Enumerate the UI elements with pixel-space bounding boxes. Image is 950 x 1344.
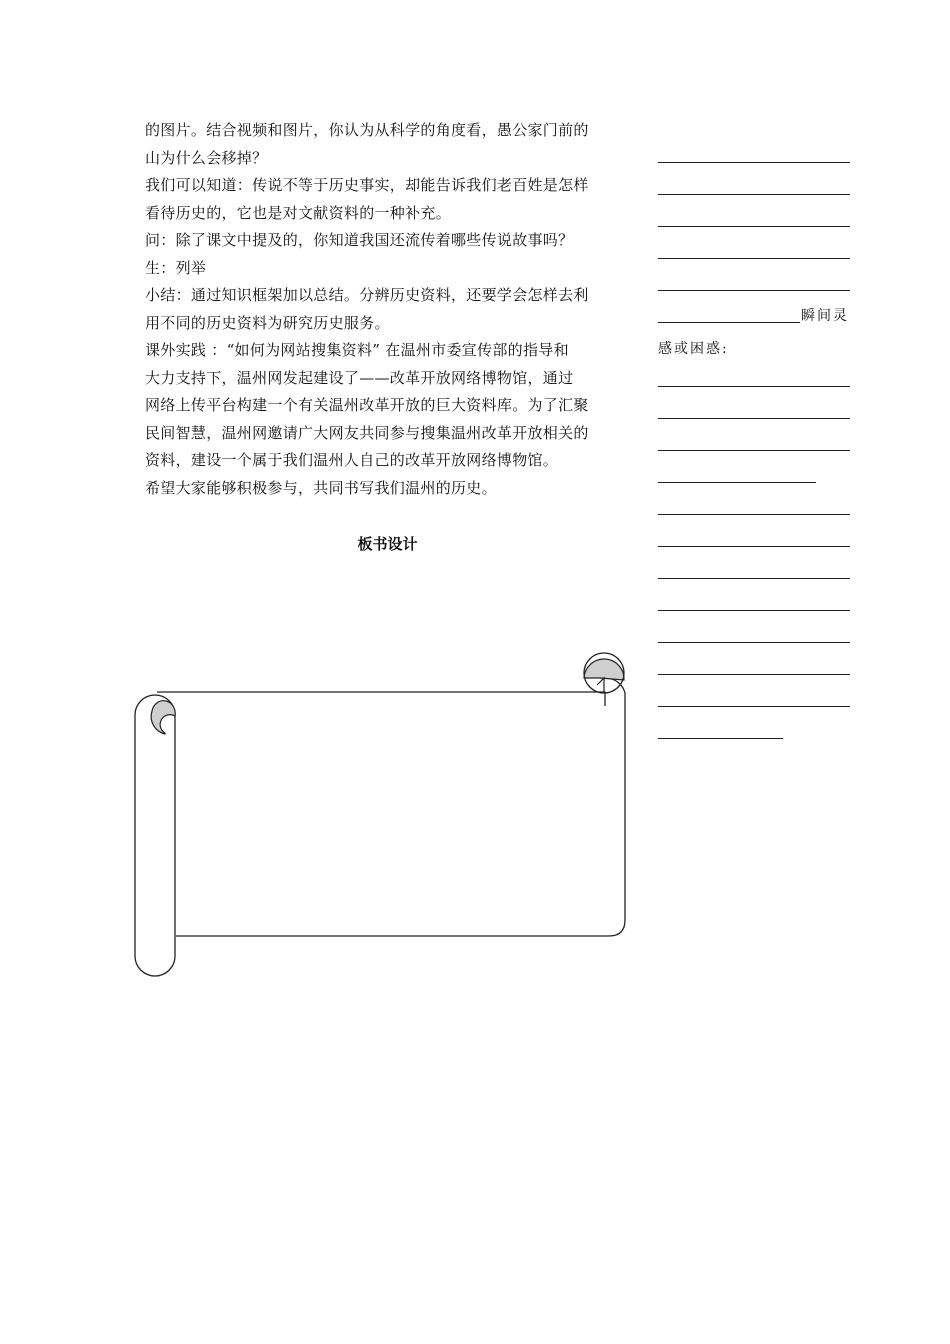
- note-line: [658, 290, 850, 291]
- text-line: 用不同的历史资料为研究历史服务。: [145, 313, 390, 332]
- note-line: [658, 610, 850, 611]
- text-line: 生：列举: [145, 258, 207, 277]
- text-line: 网络上传平台构建一个有关温州改革开放的巨大资料库。为了汇聚: [145, 396, 589, 414]
- text-line: 的图片。结合视频和图片，你认为从科学的角度看，愚公家门前的: [145, 121, 589, 139]
- note-line: [658, 194, 850, 195]
- text-line: 课外实践 ：“如何为网站搜集资料” 在温州市委宣传部的指导和: [145, 341, 569, 359]
- note-line: [658, 322, 800, 323]
- note-line: [658, 162, 850, 163]
- text-line: 看待历史的，它也是对文献资料的一种补充。: [145, 203, 452, 222]
- board-design-title: 板书设计: [357, 535, 418, 553]
- note-line: [658, 578, 850, 579]
- text-line: 资料，建设一个属于我们温州人自己的改革开放网络博物馆。: [145, 451, 559, 469]
- text-line: 我们可以知道：传说不等于历史事实，却能告诉我们老百姓是怎样: [145, 176, 589, 194]
- text-line: 希望大家能够积极参与，共同书写我们温州的历史。: [145, 478, 497, 497]
- text-line: 山为什么会移掉？: [145, 148, 268, 167]
- note-line: [658, 450, 850, 451]
- note-line: [658, 642, 850, 643]
- text-line: 民间智慧，温州网邀请广大网友共同参与搜集温州改革开放相关的: [145, 423, 589, 442]
- text-line: 小结：通过知识框架加以总结。分辨历史资料，还要学会怎样去利: [145, 286, 589, 304]
- scroll-frame: [130, 648, 630, 983]
- margin-note-label: 瞬间灵: [801, 308, 849, 324]
- main-text: [145, 117, 635, 502]
- note-line: [658, 418, 850, 419]
- note-line: [658, 226, 850, 227]
- text-line: 大力支持下，温州网发起建设了——改革开放网络博物馆，通过: [145, 368, 574, 387]
- note-line: [658, 674, 850, 675]
- note-line: [658, 386, 850, 387]
- text-line: 问：除了课文中提及的，你知道我国还流传着哪些传说故事吗？: [145, 231, 574, 249]
- note-line: [658, 738, 783, 739]
- note-line: [658, 482, 816, 483]
- note-line: [658, 706, 850, 707]
- note-line: [658, 258, 850, 259]
- margin-note-label: 感或困惑:: [658, 341, 729, 357]
- note-line: [658, 514, 850, 515]
- note-line: [658, 546, 850, 547]
